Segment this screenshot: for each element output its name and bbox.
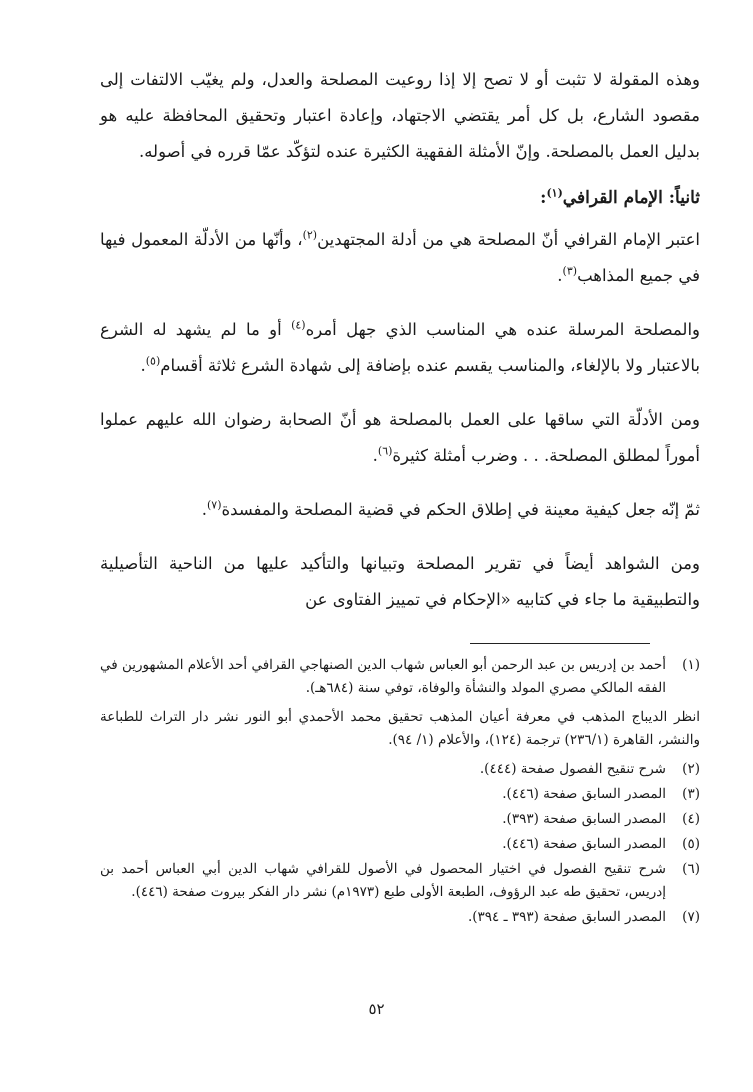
footnote-text: المصدر السابق صفحة (٤٤٦). [502,836,666,852]
paragraph-3-text-a: والمصلحة المرسلة عنده هي المناسب الذي جهل أمره [305,320,700,339]
footnote-text: المصدر السابق صفحة (٣٩٣). [502,811,666,827]
paragraph-1 [100,62,700,170]
footnote-1-reference [100,706,700,752]
footnote-ref[interactable]: (٣) [562,264,578,278]
paragraph-2-text-b: ، وأنّها من الأدلّة المعمول فيها في جميع المذاهب [100,230,700,285]
footnote-7 [100,906,700,929]
main-text [100,62,700,636]
footnote-ref[interactable]: (٦) [377,444,393,458]
footnote-5 [100,833,700,856]
footnote-ref[interactable]: (٤) [291,318,306,332]
footnote-number: (١) [682,657,700,673]
footnote-number: (٢) [682,761,700,777]
footnote-number: (٧) [682,909,700,925]
footnote-ref[interactable]: (٧) [207,498,222,512]
footnote-text: انظر الديباج المذهب في معرفة أعيان المذهب تحقيق محمد الأحمدي أبو النور نشر دار التراث للطباعة والنشر، القاهرة (٢٣٦/١) ترجمة (١٢٤)، والأعلام (١/ ٩٤). [100,709,700,748]
footnote-ref[interactable]: (١) [546,186,563,200]
footnote-divider [470,643,650,644]
section-heading [100,180,700,216]
paragraph-3 [100,312,700,384]
paragraph-3-text-b: أو ما لم يشهد له الشرع بالاعتبار ولا بالإلغاء، والمناسب يقسم عنده بإضافة إلى شهادة الشرع ثلاثة أقسام [100,320,700,375]
footnotes [100,654,700,931]
paragraph-4 [100,402,700,474]
footnote-6 [100,858,700,904]
footnote-text: شرح تنقيح الفصول صفحة (٤٤٤). [479,761,666,777]
heading-colon: : [540,188,547,208]
footnote-number: (٥) [682,836,700,852]
paragraph-4-end: . [372,446,378,465]
footnote-number: (٤) [682,811,700,827]
footnote-1 [100,654,700,700]
footnote-ref[interactable]: (٥) [145,354,161,368]
footnote-text: المصدر السابق صفحة (٤٤٦). [502,786,666,802]
paragraph-6 [100,546,700,618]
footnote-text: شرح تنقيح الفصول في اختيار المحصول في الأصول للقرافي شهاب الدين أبي العباس أحمد بن إدريس، تحقيق طه عبد الرؤوف، الطبعة الأولى طبع (١٩٧٣م) نشر دار الفكر بيروت صفحة (٤٤٦). [100,861,666,900]
footnote-number: (٦) [682,861,700,877]
footnote-2 [100,758,700,781]
footnote-4 [100,808,700,831]
footnote-number: (٣) [682,786,700,802]
paragraph-5-end: . [201,500,207,519]
footnote-3 [100,783,700,806]
page-number: ٥٢ [368,1000,385,1018]
paragraph-2-end: . [557,266,563,285]
paragraph-2 [100,222,700,294]
paragraph-5 [100,492,700,528]
footnote-ref[interactable]: (٢) [302,228,318,242]
paragraph-2-text-a: اعتبر الإمام القرافي أنّ المصلحة هي من أدلة المجتهدين [317,230,700,249]
paragraph-4-text: ومن الأدلّة التي ساقها على العمل بالمصلحة هو أنّ الصحابة رضوان الله عليهم عملوا أموراً لمطلق المصلحة. . . وضرب أمثلة كثيرة [100,410,700,465]
paragraph-1-text: وهذه المقولة لا تثبت أو لا تصح إلا إذا روعيت المصلحة والعدل، ولم يغيّب الالتفات إلى مقصود الشارع، بل كل أمر يقتضي الاجتهاد، وإعادة اعتبار وتحقيق المحافظة عليه هو بدليل العمل بالمصلحة. وإنّ الأمثلة الفقهية الكثيرة عنده لتؤكّد عمّا قرره في أصوله. [100,70,700,161]
paragraph-3-end: . [140,356,146,375]
paragraph-6-text: ومن الشواهد أيضاً في تقرير المصلحة وتبيانها والتأكيد عليها من الناحية التأصيلية والتطبيقية ما جاء في كتابيه «الإحكام في تمييز الفتاوى عن [100,554,700,609]
footnote-text: المصدر السابق صفحة (٣٩٣ ـ ٣٩٤). [467,909,666,925]
section-heading-text: ثانياً: الإمام القرافي [562,188,700,208]
paragraph-5-text: ثمّ إنّه جعل كيفية معينة في إطلاق الحكم في قضية المصلحة والمفسدة [221,500,700,519]
footnote-text: أحمد بن إدريس بن عبد الرحمن أبو العباس شهاب الدين الصنهاجي القرافي أحد الأعلام المشهورين في الفقه المالكي مصري المولد والنشأة والوفاة، توفي سنة (٦٨٤هـ). [100,657,666,696]
